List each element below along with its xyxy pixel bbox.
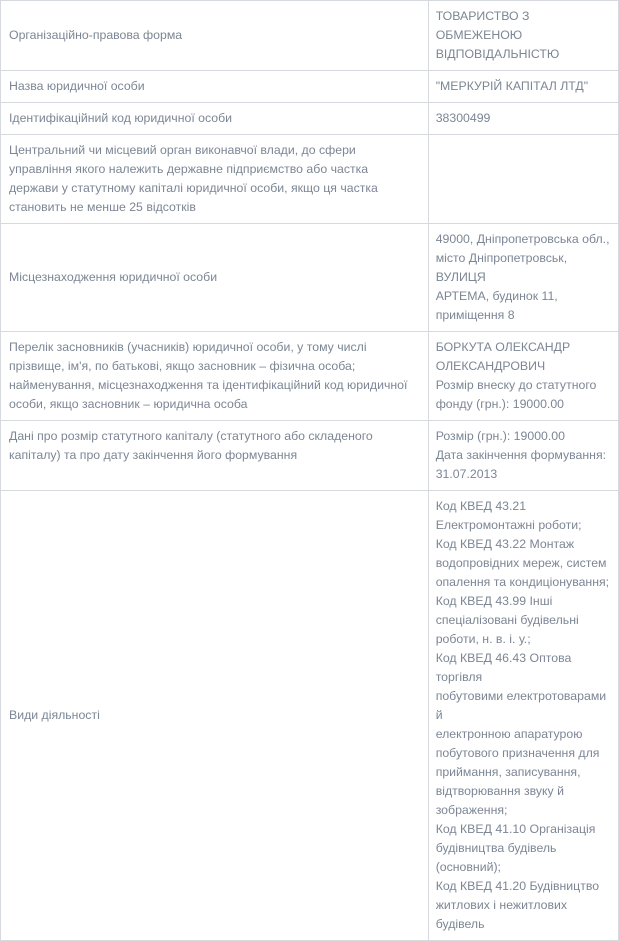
value-line: житлових і нежитлових будівель — [435, 898, 568, 931]
row-value-founders — [428, 332, 618, 421]
row-value-organizational-form — [428, 1, 618, 71]
value-line: Дата закінчення формування: — [435, 448, 607, 462]
value-line: Код КВЕД 41.10 Організація — [435, 822, 596, 836]
value-line: спеціалізовані будівельні — [435, 613, 579, 627]
table-row — [1, 103, 619, 135]
row-value-identification-code — [428, 103, 618, 135]
row-value-activities — [428, 491, 618, 941]
row-label-entity-name: Назва юридичної особи — [1, 71, 429, 103]
table-row — [1, 224, 619, 332]
value-line: Код КВЕД 43.99 Інші — [435, 594, 553, 608]
value-line: БОРКУТА ОЛЕКСАНДР — [435, 340, 571, 354]
value-line: Код КВЕД 43.21 — [435, 499, 527, 513]
row-label-charter-capital: Дані про розмір статутного капіталу (статутного або складеного капіталу) та про дату закінчення його формування — [1, 421, 429, 491]
table-row — [1, 1, 619, 71]
value-line: 31.07.2013 — [435, 467, 498, 481]
value-line: АРТЕМА, будинок 11, — [435, 289, 558, 303]
value-line: ТОВАРИСТВО З ОБМЕЖЕНОЮ — [435, 9, 530, 42]
row-value-entity-name — [428, 71, 618, 103]
value-line: побутовими електротоварами й — [435, 689, 607, 722]
row-label-organizational-form: Організаційно-правова форма — [1, 1, 429, 71]
table-row — [1, 491, 619, 941]
row-label-activities: Види діяльності — [1, 491, 429, 941]
value-line: Код КВЕД 41.20 Будівництво — [435, 879, 600, 893]
value-line: опалення та кондиціонування; — [435, 575, 610, 589]
value-line: Код КВЕД 46.43 Оптова торгівля — [435, 651, 572, 684]
value-line: Розмір внеску до статутного — [435, 378, 597, 392]
row-value-location — [428, 224, 618, 332]
row-label-founders: Перелік засновників (учасників) юридичної особи, у тому числі прізвище, ім'я, по батькові, якщо засновник – фізична особа; найменування, місцезнаходження та ідентифікаційний код юридичної особи, якщо засновник – юридична особа — [1, 332, 429, 421]
value-line: Електромонтажні роботи; — [435, 518, 582, 532]
row-value-governing-authority — [428, 135, 618, 224]
table-body — [1, 1, 619, 941]
table-row — [1, 421, 619, 491]
value-line: роботи, н. в. і. у.; — [435, 632, 531, 646]
value-line: відтворювання звуку й — [435, 784, 564, 798]
row-label-identification-code: Ідентифікаційний код юридичної особи — [1, 103, 429, 135]
table-row — [1, 135, 619, 224]
value-line: Розмір (грн.): 19000.00 — [435, 429, 565, 443]
value-line: ОЛЕКСАНДРОВИЧ — [435, 359, 546, 373]
value-line: водопровідних мереж, систем — [435, 556, 607, 570]
value-line: "МЕРКУРІЙ КАПІТАЛ ЛТД" — [435, 79, 589, 93]
value-line: 49000, Дніпропетровська обл., — [435, 232, 610, 246]
table-row — [1, 332, 619, 421]
value-line: електронною апаратурою — [435, 727, 583, 741]
value-line: приміщення 8 — [435, 308, 515, 322]
value-line: зображення; — [435, 803, 508, 817]
row-label-governing-authority: Центральний чи місцевий орган виконавчої влади, до сфери управління якого належить державне підприємство або частка держави у статутному капіталі юридичної особи, якщо ця частка становить не менше 25 відсотків — [1, 135, 429, 224]
value-line: побутового призначення для — [435, 746, 600, 760]
table-row — [1, 71, 619, 103]
value-line: місто Дніпропетровськ, ВУЛИЦЯ — [435, 251, 568, 284]
row-value-charter-capital — [428, 421, 618, 491]
value-line: приймання, записування, — [435, 765, 581, 779]
value-line: Код КВЕД 43.22 Монтаж — [435, 537, 575, 551]
value-line: будівництва будівель — [435, 841, 557, 855]
value-line: 38300499 — [435, 111, 491, 125]
row-label-location: Місцезнаходження юридичної особи — [1, 224, 429, 332]
value-line: ВІДПОВІДАЛЬНІСТЮ — [435, 47, 560, 61]
value-line: фонду (грн.): 19000.00 — [435, 397, 565, 411]
value-line: (основний); — [435, 860, 501, 874]
